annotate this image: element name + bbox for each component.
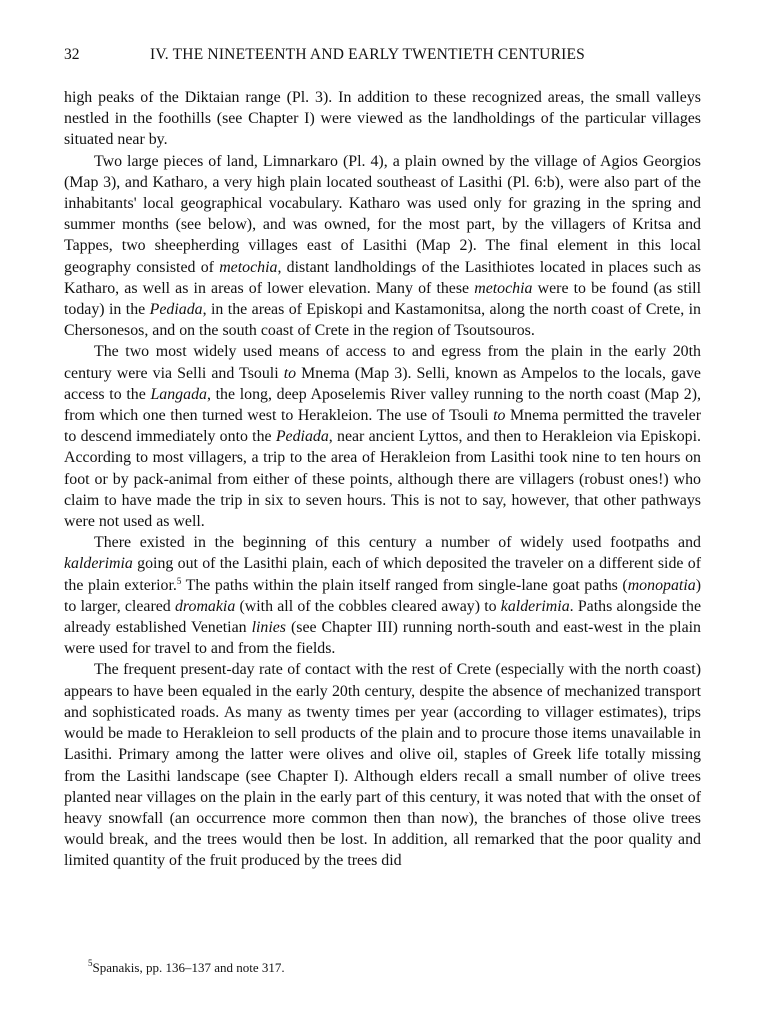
paragraph-text: Mnema (Map 3). Selli, known as Ampelos to the locals, gave access to the (64, 364, 701, 403)
paragraph-text: going out of the Lasithi plain, each of which deposited the traveler on a different side of the plain exterior. (64, 555, 701, 594)
paragraph-text: The two most widely used means of access to and egress from the plain in the early 20th century were via Selli and Tsouli (64, 343, 701, 382)
paragraph-5 (64, 659, 701, 871)
paragraph-text: There existed in the beginning of this century a number of widely used footpaths and (94, 534, 701, 552)
paragraph-text: The paths within the plain itself ranged from single-lane goat paths ( (181, 576, 628, 594)
paragraph-3 (64, 341, 701, 532)
paragraph-4 (64, 532, 701, 659)
italic-term: Pediada (149, 301, 203, 319)
paragraph-text: (see Chapter III) running north-south and east-west in the plain were used for travel to and from the fields. (64, 619, 701, 658)
footnote (88, 960, 701, 976)
footnote-text: Spanakis, pp. 136–137 and note 317. (92, 960, 285, 975)
italic-term: metochia (474, 279, 533, 297)
paragraph-text: Mnema permitted the traveler to descend immediately onto the (64, 407, 701, 446)
italic-term: kalderimia (64, 555, 133, 573)
paragraph-text: Two large pieces of land, Limnarkaro (Pl. 4), a plain owned by the village of Agios Georgios (Map 3), and Katharo, a very high plain located southeast of Lasithi (Pl. 6:b), were also part of the inhabitants' local geographical vocabulary. Katharo was used only for grazing in the spring and summer months (see below), and was owned, for the most part, by the villagers of Kritsa and Tappes, two sheepherding villages east of Lasithi (Map 2). The final element in this local geography consisted of (64, 152, 701, 276)
italic-term: kalderimia (500, 597, 570, 615)
paragraph-text: , the long, deep Aposelemis River valley running to the north coast (Map 2), from which one then turned west to Herakleion. The use of Tsouli (64, 385, 701, 425)
paragraph-text: , distant landholdings of the Lasithiotes located in places such as Katharo, as well as in areas of lower elevation. Many of these (64, 258, 701, 297)
italic-term: Pediada (275, 428, 329, 446)
italic-term: to (283, 364, 297, 382)
paragraph-text: were to be found (as still today) in the (64, 279, 701, 319)
paragraph-1 (64, 87, 701, 151)
italic-term: dromakia (174, 597, 236, 615)
paragraph-text: ) to larger, cleared (64, 576, 701, 615)
paragraph-2 (64, 151, 701, 342)
paragraph-text: (with all of the cobbles cleared away) to (235, 597, 501, 615)
italic-term: linies (251, 619, 286, 637)
footnote-marker: 5 (88, 958, 93, 968)
running-head: IV. THE NINETEENTH AND EARLY TWENTIETH CENTURIES (150, 46, 585, 63)
italic-term: to (493, 407, 506, 425)
body-text (64, 87, 701, 872)
italic-term: Langada (150, 385, 207, 403)
footnote-reference: 5 (176, 575, 182, 586)
paragraph-text: . Paths alongside the already established Venetian (64, 597, 701, 637)
paragraph-text: high peaks of the Diktaian range (Pl. 3). In addition to these recognized areas, the small valleys nestled in the foothills (see Chapter I) were viewed as the landholdings of the particular villages situated near by. (64, 89, 701, 149)
italic-term: monopatia (627, 576, 696, 594)
italic-term: metochia (219, 258, 278, 276)
paragraph-text: , in the areas of Episkopi and Kastamonitsa, along the north coast of Crete, in Chersonesos, and on the south coast of Crete in the region of Tsoutsouros. (64, 301, 701, 340)
page-number: 32 (64, 46, 80, 63)
page-header (64, 46, 701, 68)
paragraph-text: , near ancient Lyttos, and then to Herakleion via Episkopi. According to most villagers, a trip to the area of Herakleion from Lasithi took nine to ten hours on foot or by pack-animal from either of these points, although there are villagers (robust ones!) who claim to have made the trip in six to seven hours. This is not to say, however, that other pathways were not used as well. (64, 428, 701, 531)
paragraph-text: The frequent present-day rate of contact with the rest of Crete (especially with the north coast) appears to have been equaled in the early 20th century, despite the absence of mechanized transport and sophisticated roads. As many as twenty times per year (according to villager estimates), trips would be made to Herakleion to sell products of the plain and to procure those items unavailable in Lasithi. Primary among the latter were olives and olive oil, staples of Greek life totally missing from the Lasithi landscape (see Chapter I). Although elders recall a small number of olive trees planted near villages on the plain in the early part of this century, it was noted that with the onset of heavy snowfall (an occurrence more common then than now), the branches of those olive trees would break, and the trees would then be lost. In addition, all remarked that the poor quality and limited quantity of the fruit produced by the trees did (64, 661, 701, 870)
